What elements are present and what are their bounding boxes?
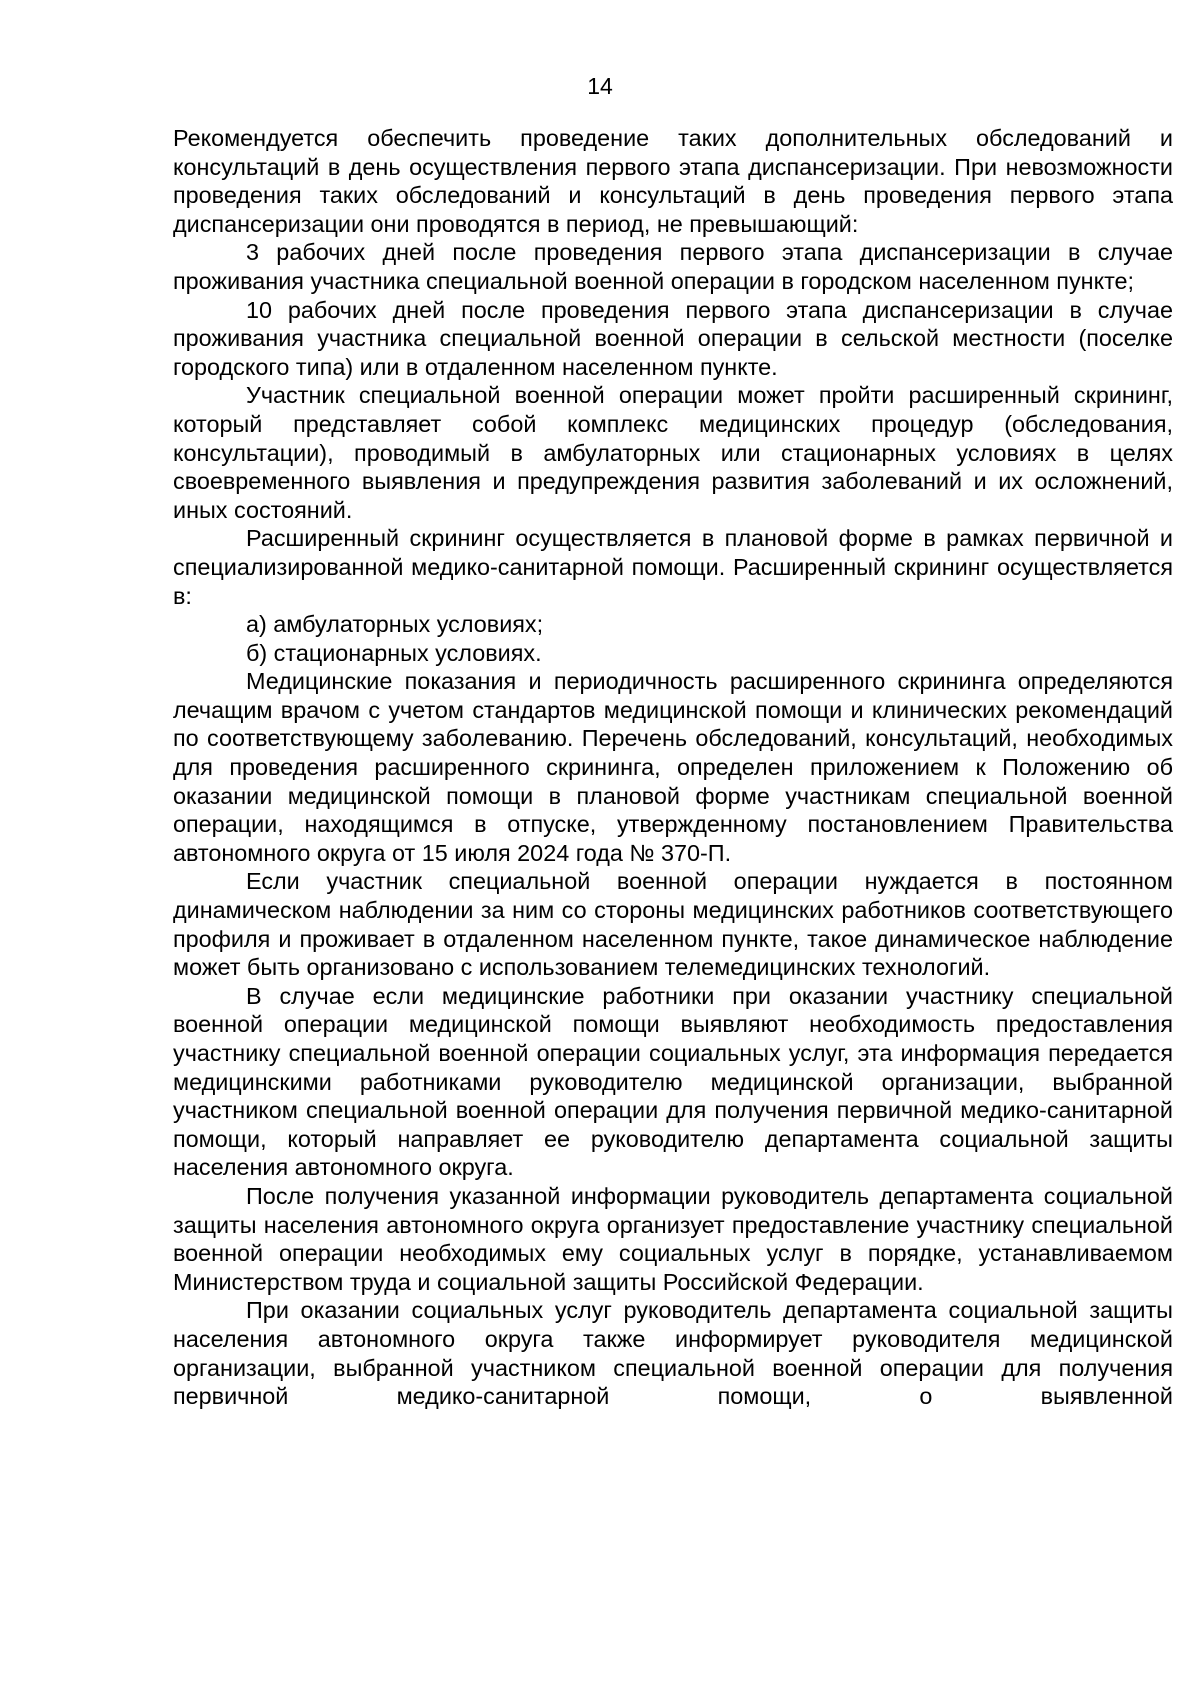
paragraph-telemedicine: Если участник специальной военной операции нуждается в постоянном динамическом наблюдении за ним со стороны медицинских работников соответствующего профиля и проживает в отдаленном населенном пункте, такое динамическое наблюдение может быть организовано с использованием телемедицинских технологий. (173, 868, 1173, 981)
list-item-outpatient: а) амбулаторных условиях; (246, 611, 544, 638)
paragraph-medical-indications: Медицинские показания и периодичность расширенного скрининга определяются лечащим врачом с учетом стандартов медицинской помощи и клинических рекомендаций по соответствующему заболеванию. Перечень обследований, консультаций, необходимых для проведения расширенного скрининга, определен приложением к Положению об оказании медицинской помощи в плановой форме участникам специальной военной операции, находящимся в отпуске, утвержденному постановлением Правительства автономного округа от 15 июля 2024 года № 370-П. (173, 668, 1173, 866)
paragraph-social-services-provision: После получения указанной информации руководитель департамента социальной защиты населения автономного округа организует предоставление участнику специальной военной операции необходимых ему социальных услуг в порядке, устанавливаемом Министерством труда и социальной защиты Российской Федерации. (173, 1182, 1173, 1295)
paragraph-rural-deadline: 10 рабочих дней после проведения первого этапа диспансеризации в случае проживания участника специальной военной операции в сельской местности (поселке городского типа) или в отдаленном населенном пункте. (173, 296, 1173, 380)
list-item-inpatient: б) стационарных условиях. (246, 639, 542, 666)
paragraph-extended-screening: Участник специальной военной операции может пройти расширенный скрининг, который представляет собой комплекс медицинских процедур (обследования, консультации), проводимый в амбулаторных или стационарных условиях в целях своевременного выявления и предупреждения развития заболеваний и их осложнений, иных состояний. (173, 382, 1173, 523)
paragraph-urban-deadline: 3 рабочих дней после проведения первого этапа диспансеризации в случае проживания участника специальной военной операции в городском населенном пункте; (173, 239, 1173, 294)
paragraph-additional-exams: Рекомендуется обеспечить проведение таких дополнительных обследований и консультаций в день осуществления первого этапа диспансеризации. При невозможности проведения таких обследований и консультаций в день проведения первого этапа диспансеризации они проводятся в период, не превышающий: (173, 125, 1173, 237)
page-number: 14 (587, 73, 613, 99)
paragraph-social-services-need: В случае если медицинские работники при оказании участнику специальной военной операции медицинской помощи выявляют необходимость предоставления участнику специальной военной операции социальных услуг, эта информация передается медицинскими работниками руководителю медицинской организации, выбранной участником специальной военной операции для получения первичной медико-санитарной помощи, который направляет ее руководителю департамента социальной защиты населения автономного округа. (173, 982, 1173, 1181)
document-body (173, 124, 1173, 1411)
paragraph-social-services-inform: При оказании социальных услуг руководитель департамента социальной защиты населения автономного округа также информирует руководителя медицинской организации, выбранной участником специальной военной операции для получения первичной медико-санитарной помощи, о выявленной (173, 1297, 1173, 1410)
paragraph-screening-form: Расширенный скрининг осуществляется в плановой форме в рамках первичной и специализированной медико-санитарной помощи. Расширенный скрининг осуществляется в: (173, 525, 1173, 609)
